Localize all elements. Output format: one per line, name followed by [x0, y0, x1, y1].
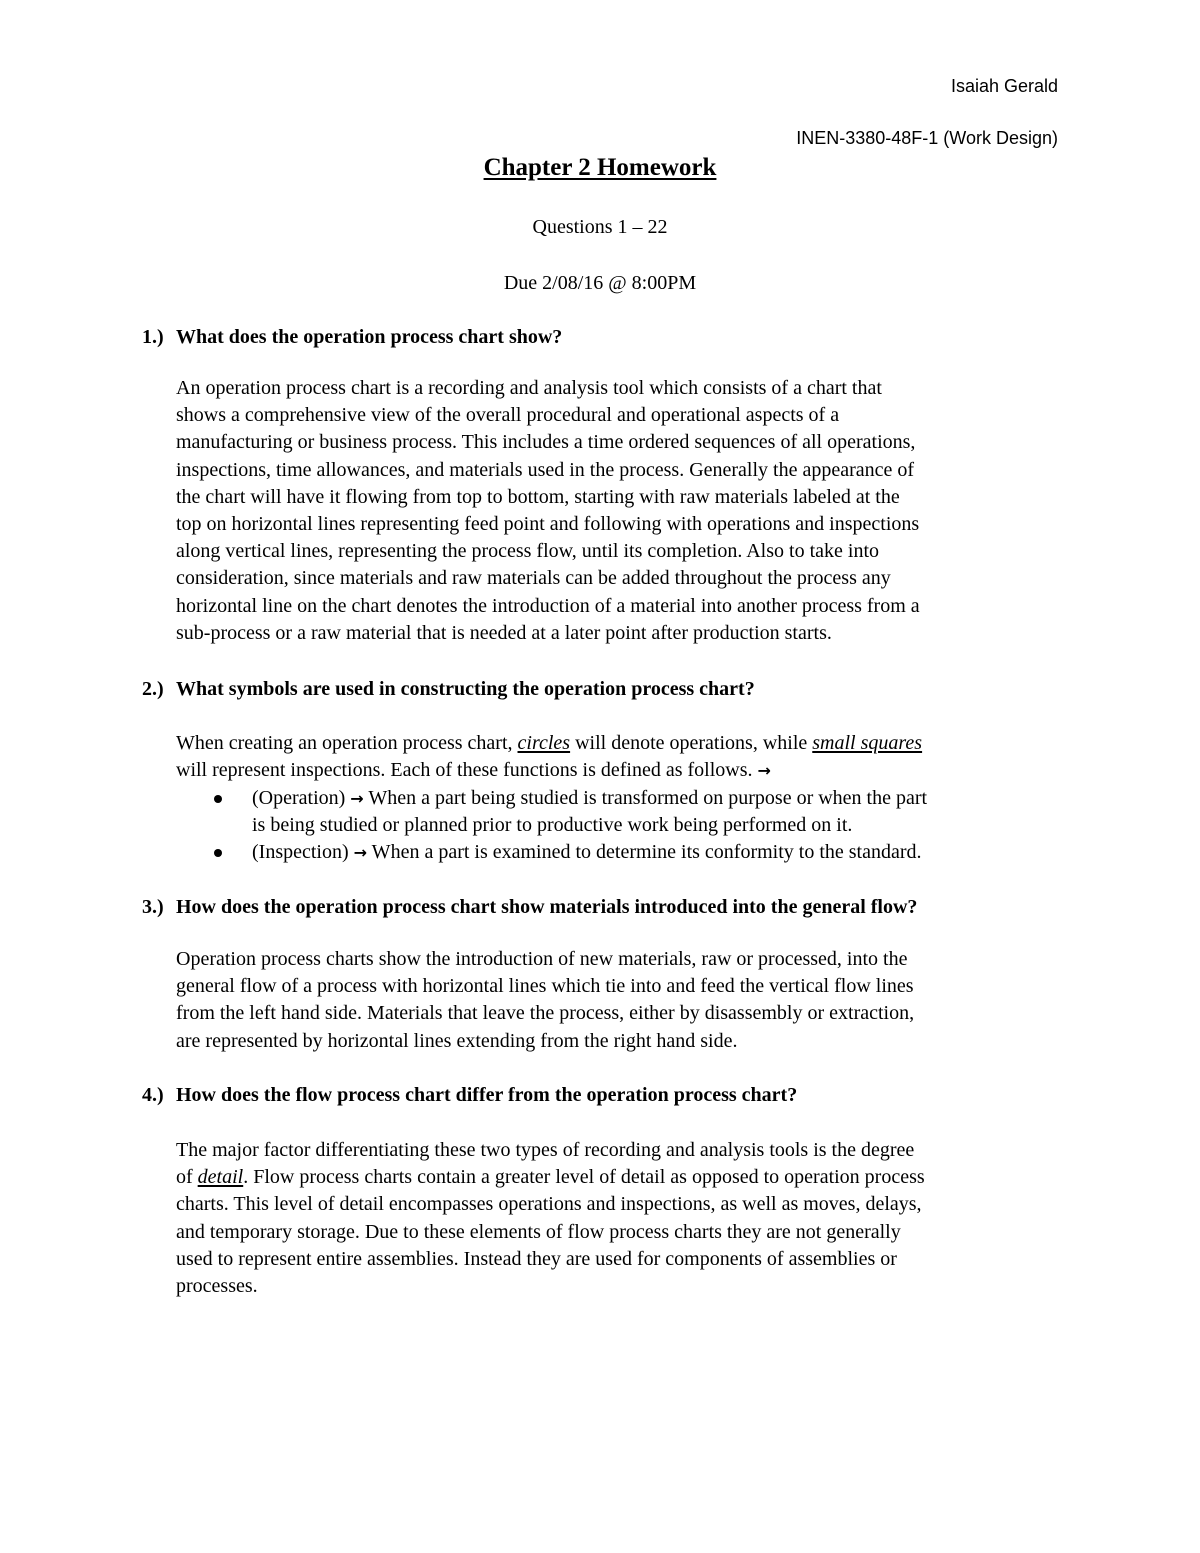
answer-line	[176, 1164, 1060, 1191]
answer-line: horizontal line on the chart denotes the introduction of a material into another process from a	[176, 594, 920, 617]
questions-range: Questions 1 – 22	[532, 216, 668, 238]
question-1	[142, 324, 1062, 350]
answer-line: along vertical lines, representing the process flow, until its completion. Also to take into	[176, 540, 879, 563]
course-code: INEN-3380-48F-1 (Work Design)	[796, 128, 1058, 148]
arrow-right-icon: →	[757, 761, 771, 781]
question-number: 2.)	[142, 678, 164, 700]
answer-text: of	[176, 1166, 198, 1189]
answer-line: and temporary storage. Due to these elements of flow process charts they are not generally	[176, 1220, 901, 1243]
answer-line: the chart will have it flowing from top to bottom, starting with raw materials labeled at the	[176, 485, 900, 508]
bullet-icon	[214, 795, 222, 803]
answer-line: The major factor differentiating these two types of recording and analysis tools is the degree	[176, 1139, 915, 1161]
answer-2	[176, 730, 1060, 784]
answer-text: . Flow process charts contain a greater level of detail as opposed to operation process	[243, 1166, 925, 1189]
answer-4	[176, 1137, 1060, 1300]
bullet-line	[252, 839, 1060, 866]
question-number: 4.)	[142, 1084, 164, 1106]
answer-line: manufacturing or business process. This includes a time ordered sequences of all operations,	[176, 431, 916, 454]
answer-line: used to represent entire assemblies. Instead they are used for components of assemblies or	[176, 1247, 897, 1270]
bullet-line	[252, 785, 1060, 812]
bullet-line: is being studied or planned prior to productive work being performed on it.	[252, 814, 853, 837]
emphasis-detail: detail	[197, 1166, 244, 1189]
question-4	[142, 1082, 1062, 1108]
answer-line: general flow of a process with horizontal lines which tie into and feed the vertical flow lines	[176, 975, 914, 998]
question-text: How does the flow process chart differ from the operation process chart?	[176, 1084, 798, 1106]
bullet-label: (Inspection)	[252, 841, 354, 864]
question-number: 1.)	[142, 326, 164, 348]
question-text: What does the operation process chart show?	[176, 326, 563, 348]
bullet-icon	[214, 849, 222, 857]
due-date: Due 2/08/16 @ 8:00PM	[503, 272, 697, 294]
answer-text: will represent inspections. Each of these functions is defined as follows.	[176, 759, 758, 782]
answer-3	[176, 946, 1060, 1055]
bullet-text: When a part is examined to determine its conformity to the standard.	[367, 841, 922, 864]
answer-line	[176, 757, 1060, 784]
answer-1	[176, 375, 1060, 647]
answer-text: will denote operations, while	[570, 732, 813, 754]
question-number: 3.)	[142, 896, 164, 918]
definition-list	[176, 785, 1060, 867]
answer-line: inspections, time allowances, and materials used in the process. Generally the appearance of	[176, 458, 915, 481]
emphasis-circles: circles	[517, 732, 571, 754]
answer-line: top on horizontal lines representing feed point and following with operations and inspections	[176, 513, 920, 536]
answer-line: An operation process chart is a recording and analysis tool which consists of a chart that	[176, 377, 882, 399]
answer-line: from the left hand side. Materials that leave the process, either by disassembly or extraction,	[176, 1002, 915, 1025]
author-name: Isaiah Gerald	[950, 76, 1058, 96]
arrow-right-icon: →	[350, 789, 364, 808]
question-2	[142, 676, 1062, 702]
answer-line: shows a comprehensive view of the overall procedural and operational aspects of a	[176, 404, 840, 427]
answer-line: processes.	[176, 1275, 258, 1298]
arrow-right-icon: →	[353, 843, 368, 863]
answer-line: charts. This level of detail encompasses operations and inspections, as well as moves, delays,	[176, 1193, 922, 1216]
list-item	[176, 785, 1060, 839]
answer-line: sub-process or a raw material that is needed at a later point after production starts.	[176, 621, 832, 644]
question-text: How does the operation process chart show materials introduced into the general flow?	[176, 896, 918, 918]
page-title: Chapter 2 Homework	[483, 154, 717, 181]
question-3	[142, 894, 1062, 920]
list-item	[176, 839, 1060, 866]
emphasis-small-squares: small squares	[812, 732, 923, 754]
answer-text: When creating an operation process chart,	[176, 732, 518, 754]
answer-line: Operation process charts show the introduction of new materials, raw or processed, into the	[176, 948, 908, 970]
answer-line: are represented by horizontal lines extending from the right hand side.	[176, 1029, 738, 1052]
answer-line: consideration, since materials and raw materials can be added throughout the process any	[176, 567, 891, 590]
bullet-label: (Operation)	[252, 787, 351, 809]
answer-line	[176, 730, 1060, 757]
question-text: What symbols are used in constructing the operation process chart?	[176, 678, 755, 700]
bullet-text: When a part being studied is transformed on purpose or when the part	[363, 787, 928, 809]
